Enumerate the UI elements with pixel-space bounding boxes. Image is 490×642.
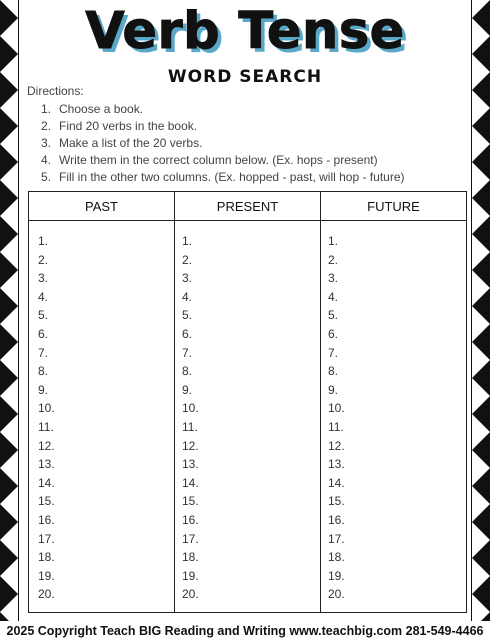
answer-line: 20. (38, 587, 55, 602)
answer-line: 11. (38, 419, 54, 434)
answer-line: 14. (328, 475, 345, 490)
answer-line: 1. (182, 234, 193, 248)
step-text: Fill in the other two columns. (Ex. hopped - past, will hop - future) (59, 170, 405, 185)
direction-step (35, 100, 405, 117)
answer-line: 17. (182, 531, 199, 546)
answer-line: 2. (38, 252, 49, 267)
answer-line: 8. (182, 364, 193, 379)
answer-line: 15. (182, 494, 199, 509)
answer-line: 6. (328, 326, 339, 341)
answer-line: 7. (182, 345, 193, 360)
past-lines (29, 232, 174, 604)
answer-line: 12. (328, 438, 345, 453)
answer-line: 13. (328, 457, 345, 472)
answer-line: 3. (182, 271, 193, 286)
answer-line: 4. (182, 289, 193, 304)
direction-step (35, 134, 405, 151)
answer-line: 9. (38, 382, 49, 397)
answer-line: 17. (328, 531, 345, 546)
answer-line: 18. (38, 550, 55, 565)
answer-line: 9. (182, 382, 193, 397)
step-text: Write them in the correct column below. (Ex. hops - present) (59, 153, 378, 168)
copyright-footer: 2025 Copyright Teach BIG Reading and Writing www.teachbig.com 281-549-4466 (0, 621, 490, 642)
step-text: Choose a book. (59, 101, 144, 116)
answer-line: 14. (182, 475, 199, 490)
answer-line: 3. (38, 271, 49, 286)
present-column-header: PRESENT (175, 192, 320, 221)
answer-line: 19. (182, 568, 199, 583)
answer-line: 16. (182, 512, 199, 527)
answer-line: 1. (38, 234, 49, 248)
future-lines (321, 232, 466, 604)
answer-line: 10. (328, 401, 345, 416)
answer-line: 6. (38, 326, 49, 341)
answer-line: 15. (38, 494, 55, 509)
present-lines (175, 232, 320, 604)
answer-line: 20. (328, 587, 345, 602)
answer-line: 13. (182, 457, 199, 472)
verb-table (28, 191, 467, 613)
answer-line: 8. (38, 364, 49, 379)
answer-line: 19. (38, 568, 55, 583)
answer-line: 2. (182, 252, 193, 267)
answer-line: 5. (38, 308, 49, 323)
answer-line: 1. (328, 234, 339, 248)
step-number: 1. (40, 101, 51, 116)
future-column-header: FUTURE (321, 192, 466, 221)
answer-line: 3. (328, 271, 339, 286)
answer-line: 4. (328, 289, 339, 304)
answer-line: 5. (182, 308, 193, 323)
answer-line: 18. (182, 550, 199, 565)
future-column (321, 192, 466, 612)
present-column (175, 192, 321, 612)
answer-line: 19. (328, 568, 345, 583)
answer-line: 10. (182, 401, 199, 416)
directions-section (27, 84, 405, 186)
answer-line: 10. (38, 401, 55, 416)
answer-line: 13. (38, 457, 55, 472)
answer-line: 11. (182, 419, 198, 434)
answer-line: 11. (328, 419, 344, 434)
answer-line: 14. (38, 475, 55, 490)
answer-line: 17. (38, 531, 55, 546)
answer-line: 4. (38, 289, 49, 304)
past-column (29, 192, 175, 612)
answer-line: 16. (328, 512, 345, 527)
answer-line: 16. (38, 512, 55, 527)
answer-line: 5. (328, 308, 339, 323)
answer-line: 9. (328, 382, 339, 397)
answer-line: 15. (328, 494, 345, 509)
answer-line: 2. (328, 252, 339, 267)
answer-line: 6. (182, 326, 193, 341)
answer-line: 12. (182, 438, 199, 453)
answer-line: 8. (328, 364, 339, 379)
step-number: 4. (40, 153, 51, 168)
directions-list (27, 100, 405, 186)
answer-line: 7. (328, 345, 339, 360)
answer-line: 7. (38, 345, 49, 360)
step-text: Make a list of the 20 verbs. (59, 135, 203, 150)
directions-label: Directions: (27, 84, 84, 98)
answer-line: 20. (182, 587, 199, 602)
worksheet-title: Verb Tense (85, 2, 405, 61)
direction-step (35, 169, 405, 186)
worksheet-panel (18, 0, 472, 621)
answer-line: 18. (328, 550, 345, 565)
worksheet-subtitle: WORD SEARCH (167, 67, 323, 87)
answer-line: 12. (38, 438, 55, 453)
past-column-header: PAST (29, 192, 174, 221)
direction-step (35, 152, 405, 169)
step-number: 3. (40, 135, 51, 150)
direction-step (35, 117, 405, 134)
step-text: Find 20 verbs in the book. (59, 118, 198, 133)
step-number: 5. (40, 170, 51, 185)
step-number: 2. (40, 118, 51, 133)
